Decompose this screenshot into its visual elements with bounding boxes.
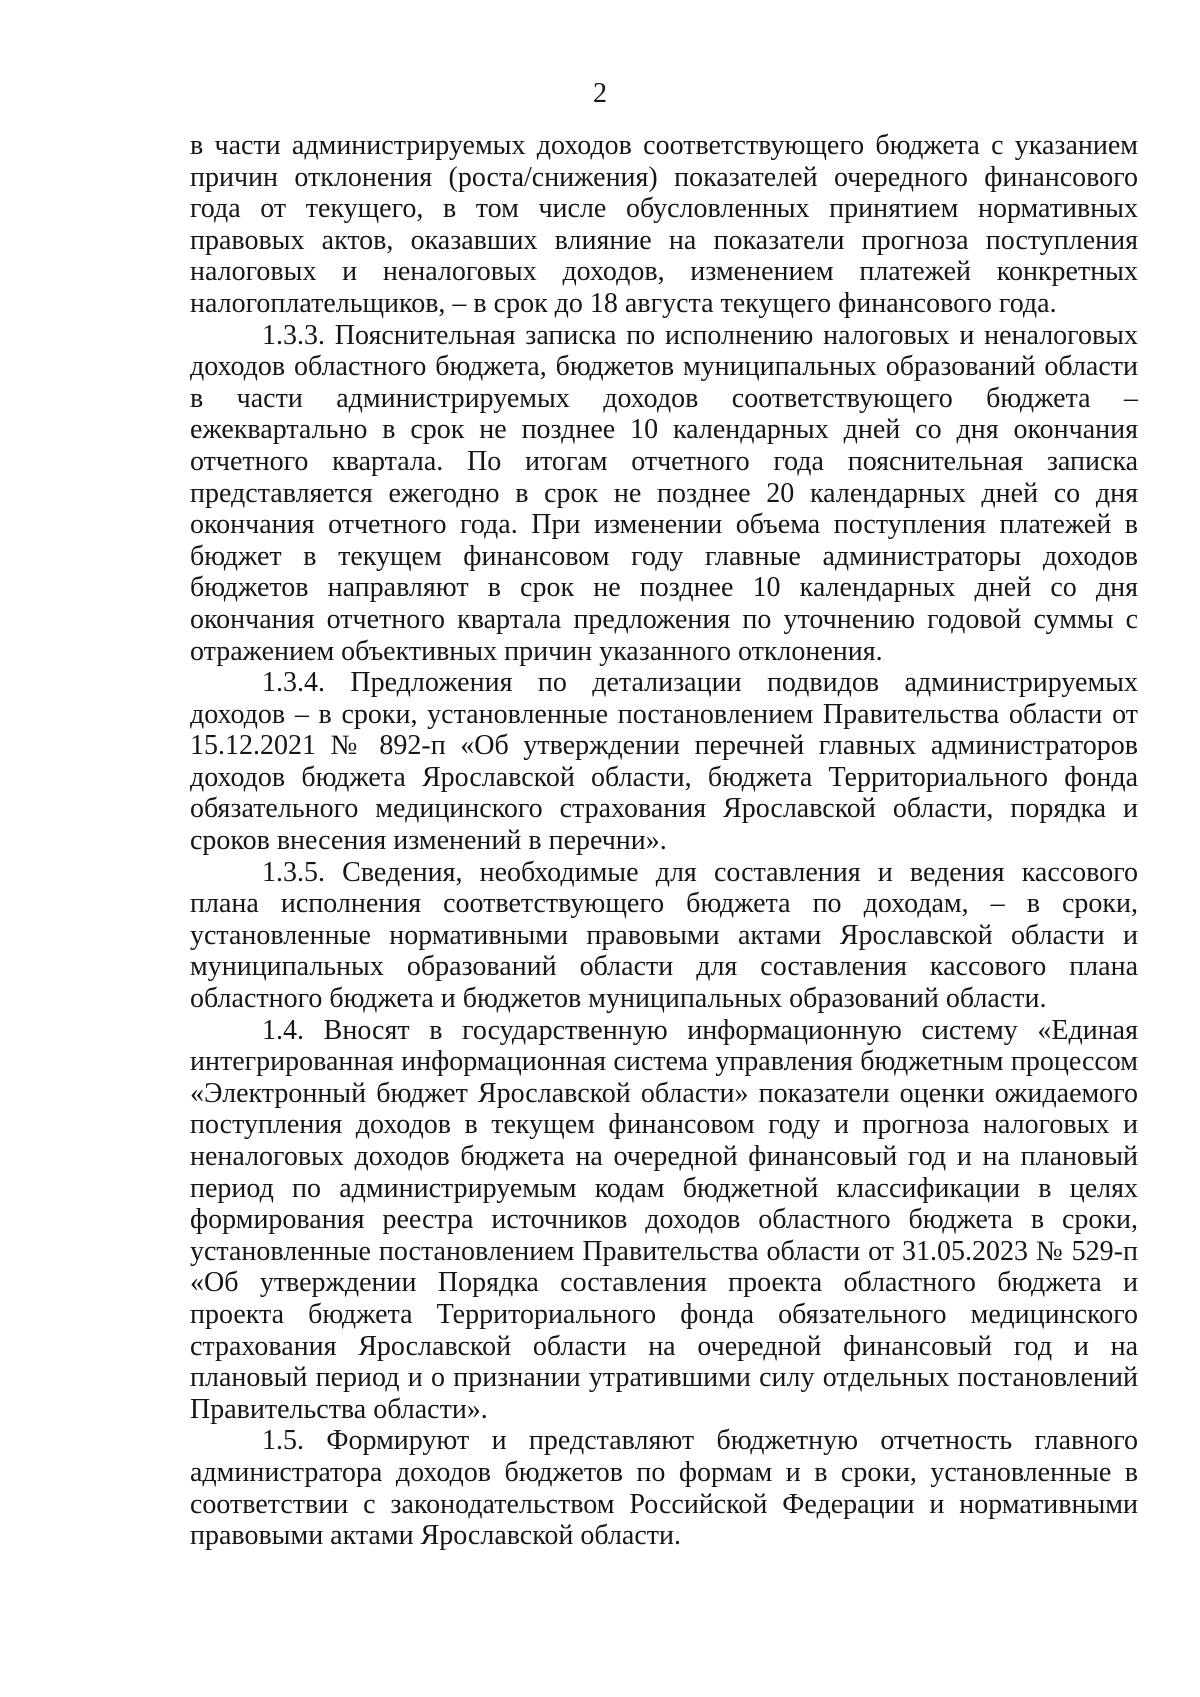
page-number: 2 (593, 78, 607, 109)
paragraph-1-3-4: 1.3.4. Предложения по детализации подвидов администрируемых доходов – в сроки, установленные постановлением Правительства области от 15.12.2021 № 892-п «Об утверждении перечней главных администраторов доходов бюджета Ярославской области, бюджета Территориального фонда обязательного медицинского страхования Ярославской области, порядка и сроков внесения изменений в перечни». (190, 667, 1138, 857)
paragraph-1-5: 1.5. Формируют и представляют бюджетную отчетность главного администратора доходов бюджетов по формам и в сроки, установленные в соответствии с законодательством Российской Федерации и нормативными правовыми актами Ярославской области. (190, 1425, 1138, 1552)
document-body (190, 130, 1138, 1552)
paragraph-1-3-3: 1.3.3. Пояснительная записка по исполнению налоговых и неналоговых доходов областного бюджета, бюджетов муниципальных образований области в части администрируемых доходов соответствующего бюджета – ежеквартально в срок не позднее 10 календарных дней со дня окончания отчетного квартала. По итогам отчетного года пояснительная записка представляется ежегодно в срок не позднее 20 календарных дней со дня окончания отчетного года. При изменении объема поступления платежей в бюджет в текущем финансовом году главные администраторы доходов бюджетов направляют в срок не позднее 10 календарных дней со дня окончания отчетного квартала предложения по уточнению годовой суммы с отражением объективных причин указанного отклонения. (190, 319, 1138, 667)
paragraph-continuation: в части администрируемых доходов соответствующего бюджета с указанием причин отклонения (роста/снижения) показателей очередного финансового года от текущего, в том числе обусловленных принятием нормативных правовых актов, оказавших влияние на показатели прогноза поступления налоговых и неналоговых доходов, изменением платежей конкретных налогоплательщиков, – в срок до 18 августа текущего финансового года. (190, 130, 1138, 319)
paragraph-1-3-5: 1.3.5. Сведения, необходимые для составления и ведения кассового плана исполнения соответствующего бюджета по доходам, – в сроки, установленные нормативными правовыми актами Ярославской области и муниципальных образований области для составления кассового плана областного бюджета и бюджетов муниципальных образований области. (190, 856, 1138, 1015)
paragraph-1-4: 1.4. Вносят в государственную информационную систему «Единая интегрированная информационная система управления бюджетным процессом «Электронный бюджет Ярославской области» показатели оценки ожидаемого поступления доходов в текущем финансовом году и прогноза налоговых и неналоговых доходов бюджета на очередной финансовый год и на плановый период по администрируемым кодам бюджетной классификации в целях формирования реестра источников доходов областного бюджета в сроки, установленные постановлением Правительства области от 31.05.2023 № 529-п «Об утверждении Порядка составления проекта областного бюджета и проекта бюджета Территориального фонда обязательного медицинского страхования Ярославской области на очередной финансовый год и на плановый период и о признании утратившими силу отдельных постановлений Правительства области». (190, 1014, 1138, 1425)
